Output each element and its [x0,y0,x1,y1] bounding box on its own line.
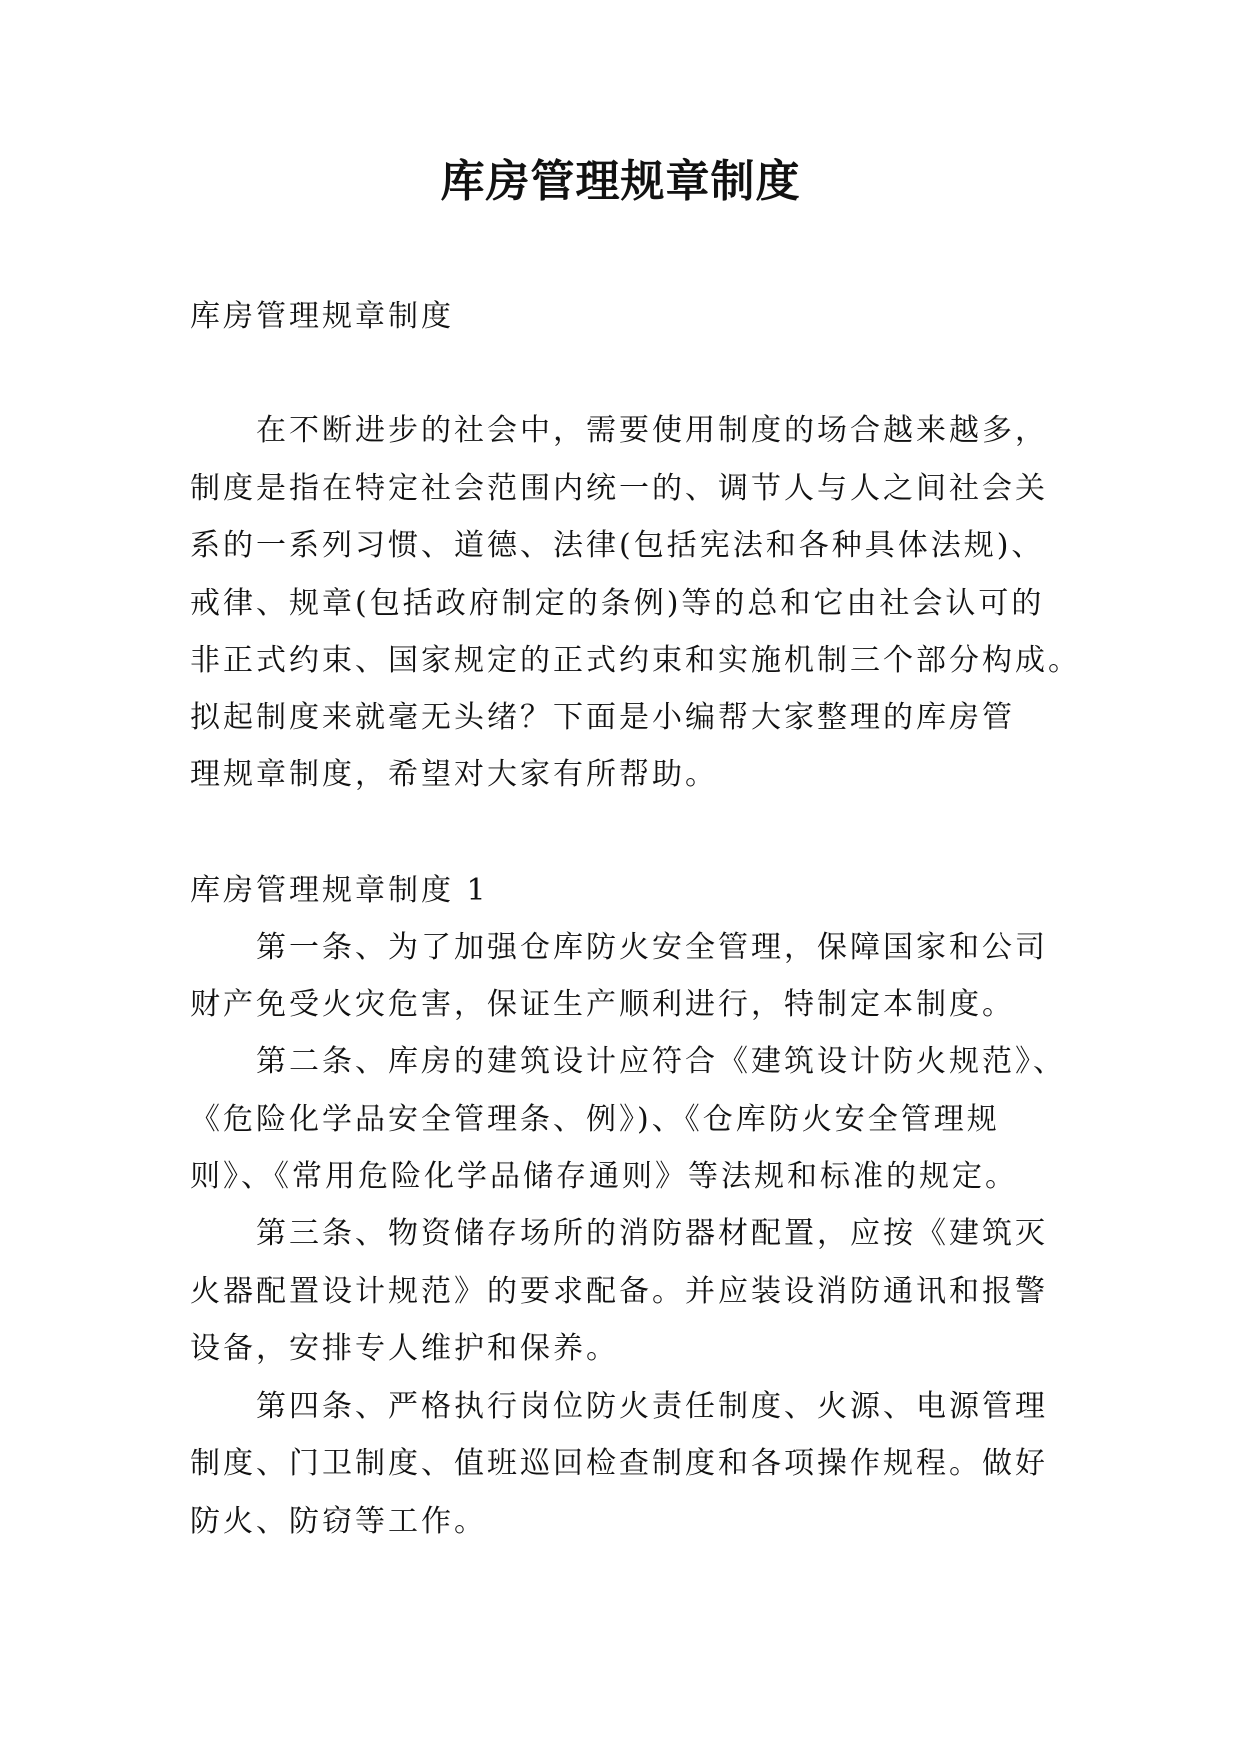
article-3-line-2: 火器配置设计规范》的要求配备。并应装设消防通讯和报警 [190,1274,1048,1309]
article-2-line-1: 第二条、库房的建筑设计应符合《建筑设计防火规范》、 [256,1044,1066,1079]
intro-line-5: 非正式约束、国家规定的正式约束和实施机制三个部分构成。 [190,643,1081,678]
article-2-line-2: 《危险化学品安全管理条、例》)、《仓库防火安全管理规 [190,1102,1000,1137]
document-title: 库房管理规章制度 [440,156,801,207]
article-3-line-1: 第三条、物资储存场所的消防器材配置，应按《建筑灭 [256,1216,1048,1251]
document-subtitle: 库房管理规章制度 [190,299,454,334]
intro-line-3: 系的一系列习惯、道德、法律(包括宪法和各种具体法规)、 [190,528,1045,563]
article-1-line-1: 第一条、为了加强仓库防火安全管理，保障国家和公司 [256,930,1048,965]
article-2-line-3: 则》、《常用危险化学品储存通则》等法规和标准的规定。 [190,1159,1018,1194]
intro-line-1: 在不断进步的社会中，需要使用制度的场合越来越多， [256,413,1048,448]
article-3-line-3: 设备，安排专人维护和保养。 [190,1331,619,1366]
intro-line-6: 拟起制度来就毫无头绪？下面是小编帮大家整理的库房管 [190,700,1015,735]
intro-line-2: 制度是指在特定社会范围内统一的、调节人与人之间社会关 [190,471,1048,506]
article-4-line-2: 制度、门卫制度、值班巡回检查制度和各项操作规程。做好 [190,1446,1048,1481]
section-heading: 库房管理规章制度 1 [190,873,489,908]
article-1-line-2: 财产免受火灾危害，保证生产顺利进行，特制定本制度。 [190,987,1015,1022]
article-4-line-1: 第四条、严格执行岗位防火责任制度、火源、电源管理 [256,1389,1048,1424]
article-4-line-3: 防火、防窃等工作。 [190,1504,487,1539]
intro-line-4: 戒律、规章(包括政府制定的条例)等的总和它由社会认可的 [190,586,1045,621]
intro-line-7: 理规章制度，希望对大家有所帮助。 [190,757,718,792]
